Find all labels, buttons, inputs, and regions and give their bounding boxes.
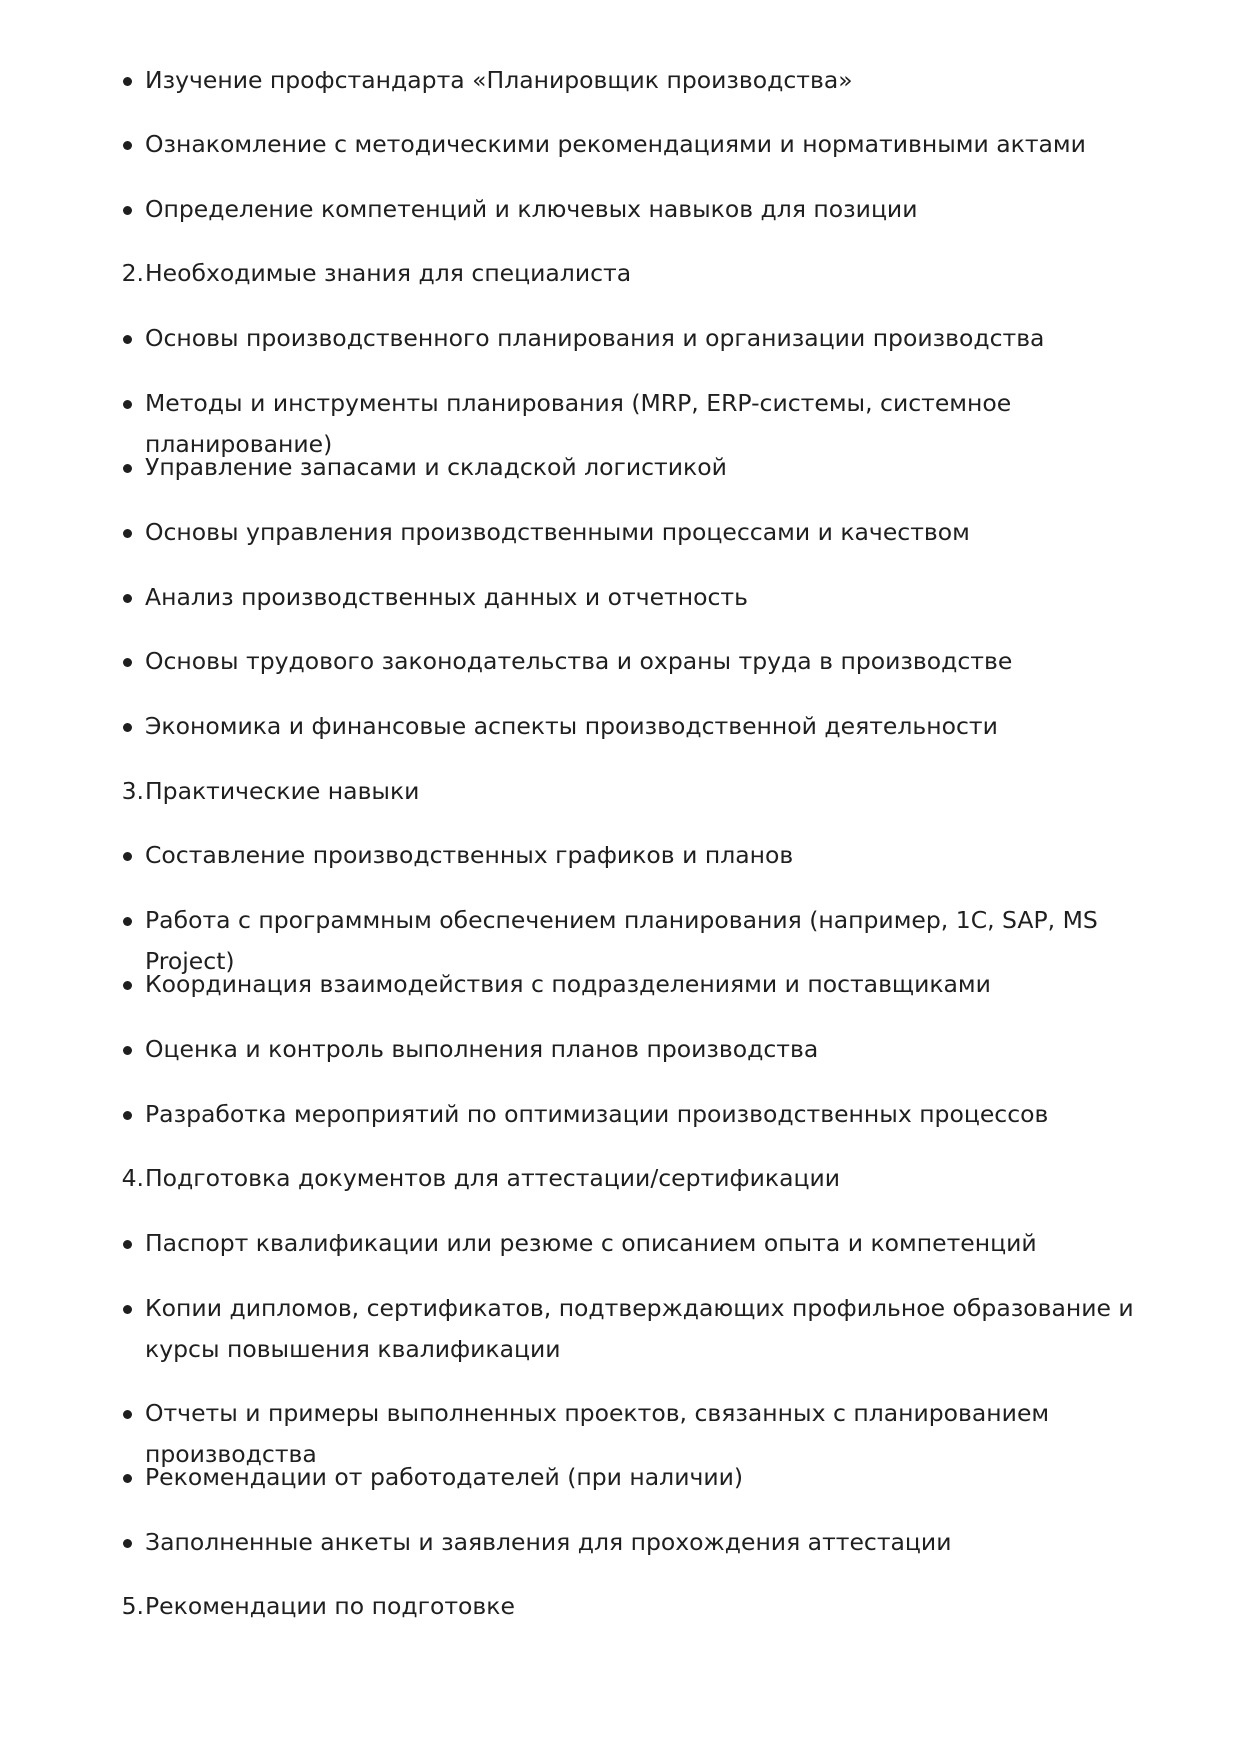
bullet-marker: [123, 206, 132, 215]
list-item-text: Копии дипломов, сертификатов, подтверждающих профильное образование и курсы повышения квалификации: [145, 1294, 1134, 1363]
bullet-marker: [123, 335, 132, 344]
bullet-marker: [123, 723, 132, 732]
list-item-text: Разработка мероприятий по оптимизации производственных процессов: [145, 1100, 1049, 1128]
list-item-text: Паспорт квалификации или резюме с описанием опыта и компетенций: [145, 1229, 1037, 1257]
bullet-marker: [123, 529, 132, 538]
list-item: [120, 1094, 1160, 1135]
section-heading-text: Подготовка документов для аттестации/сертификации: [145, 1164, 841, 1192]
bullet-marker: [123, 1046, 132, 1055]
list-item: [120, 512, 1160, 553]
list-item: [120, 447, 1160, 488]
bullet-marker: [123, 1305, 132, 1314]
section-heading-text: Необходимые знания для специалиста: [145, 259, 632, 287]
section-heading: [120, 1158, 1160, 1199]
list-item-text: Работа с программным обеспечением планирования (например, 1С, SAP, MS Project): [145, 906, 1098, 975]
list-item-text: Управление запасами и складской логистикой: [145, 453, 727, 481]
section-heading: [120, 1586, 1160, 1627]
list-item-text: Ознакомление с методическими рекомендациями и нормативными актами: [145, 130, 1086, 158]
list-item: [120, 1457, 1160, 1498]
bullet-marker: [123, 141, 132, 150]
list-item-text: Оценка и контроль выполнения планов производства: [145, 1035, 819, 1063]
section-number: 3.: [121, 777, 144, 805]
list-item: [120, 641, 1160, 682]
list-item-text: Отчеты и примеры выполненных проектов, связанных с планированием производства: [145, 1399, 1050, 1468]
list-item-text: Экономика и финансовые аспекты производственной деятельности: [145, 712, 998, 740]
list-item-text: Составление производственных графиков и планов: [145, 841, 794, 869]
list-item-text: Рекомендации от работодателей (при наличии): [145, 1463, 744, 1491]
bullet-marker: [123, 400, 132, 409]
list-item-text: Определение компетенций и ключевых навыков для позиции: [145, 195, 918, 223]
list-item: [120, 964, 1160, 1005]
list-item: [120, 1029, 1160, 1070]
list-item-text: Координация взаимодействия с подразделениями и поставщиками: [145, 970, 991, 998]
section-heading-text: Рекомендации по подготовке: [145, 1592, 515, 1620]
list-item: [120, 1223, 1160, 1264]
bullet-marker: [123, 852, 132, 861]
list-item-text: Основы трудового законодательства и охраны труда в производстве: [145, 647, 1013, 675]
list-item: [120, 318, 1160, 359]
section-number: 5.: [121, 1592, 144, 1620]
list-item-text: Анализ производственных данных и отчетность: [145, 583, 748, 611]
section-heading: [120, 253, 1160, 294]
list-item-text: Изучение профстандарта «Планировщик производства»: [145, 66, 853, 94]
list-item: [120, 577, 1160, 618]
section-heading-text: Практические навыки: [145, 777, 420, 805]
bullet-marker: [123, 77, 132, 86]
bullet-marker: [123, 981, 132, 990]
bullet-marker: [123, 464, 132, 473]
bullet-marker: [123, 1474, 132, 1483]
list-item: [120, 1288, 1160, 1370]
list-item: [120, 60, 1160, 101]
bullet-marker: [123, 658, 132, 667]
bullet-marker: [123, 594, 132, 603]
list-item: [120, 124, 1160, 165]
bullet-marker: [123, 1410, 132, 1419]
list-item-text: Основы производственного планирования и организации производства: [145, 324, 1045, 352]
list-item: [120, 835, 1160, 876]
list-item-text: Заполненные анкеты и заявления для прохождения аттестации: [145, 1528, 952, 1556]
bullet-marker: [123, 1111, 132, 1120]
bullet-marker: [123, 917, 132, 926]
bullet-marker: [123, 1240, 132, 1249]
section-heading: [120, 771, 1160, 812]
list-item-text: Основы управления производственными процессами и качеством: [145, 518, 970, 546]
list-item-text: Методы и инструменты планирования (MRP, ERP-системы, системное планирование): [145, 389, 1012, 458]
section-number: 4.: [121, 1164, 144, 1192]
bullet-marker: [123, 1539, 132, 1548]
list-item: [120, 189, 1160, 230]
section-number: 2.: [121, 259, 144, 287]
list-item: [120, 706, 1160, 747]
list-item: [120, 1522, 1160, 1563]
